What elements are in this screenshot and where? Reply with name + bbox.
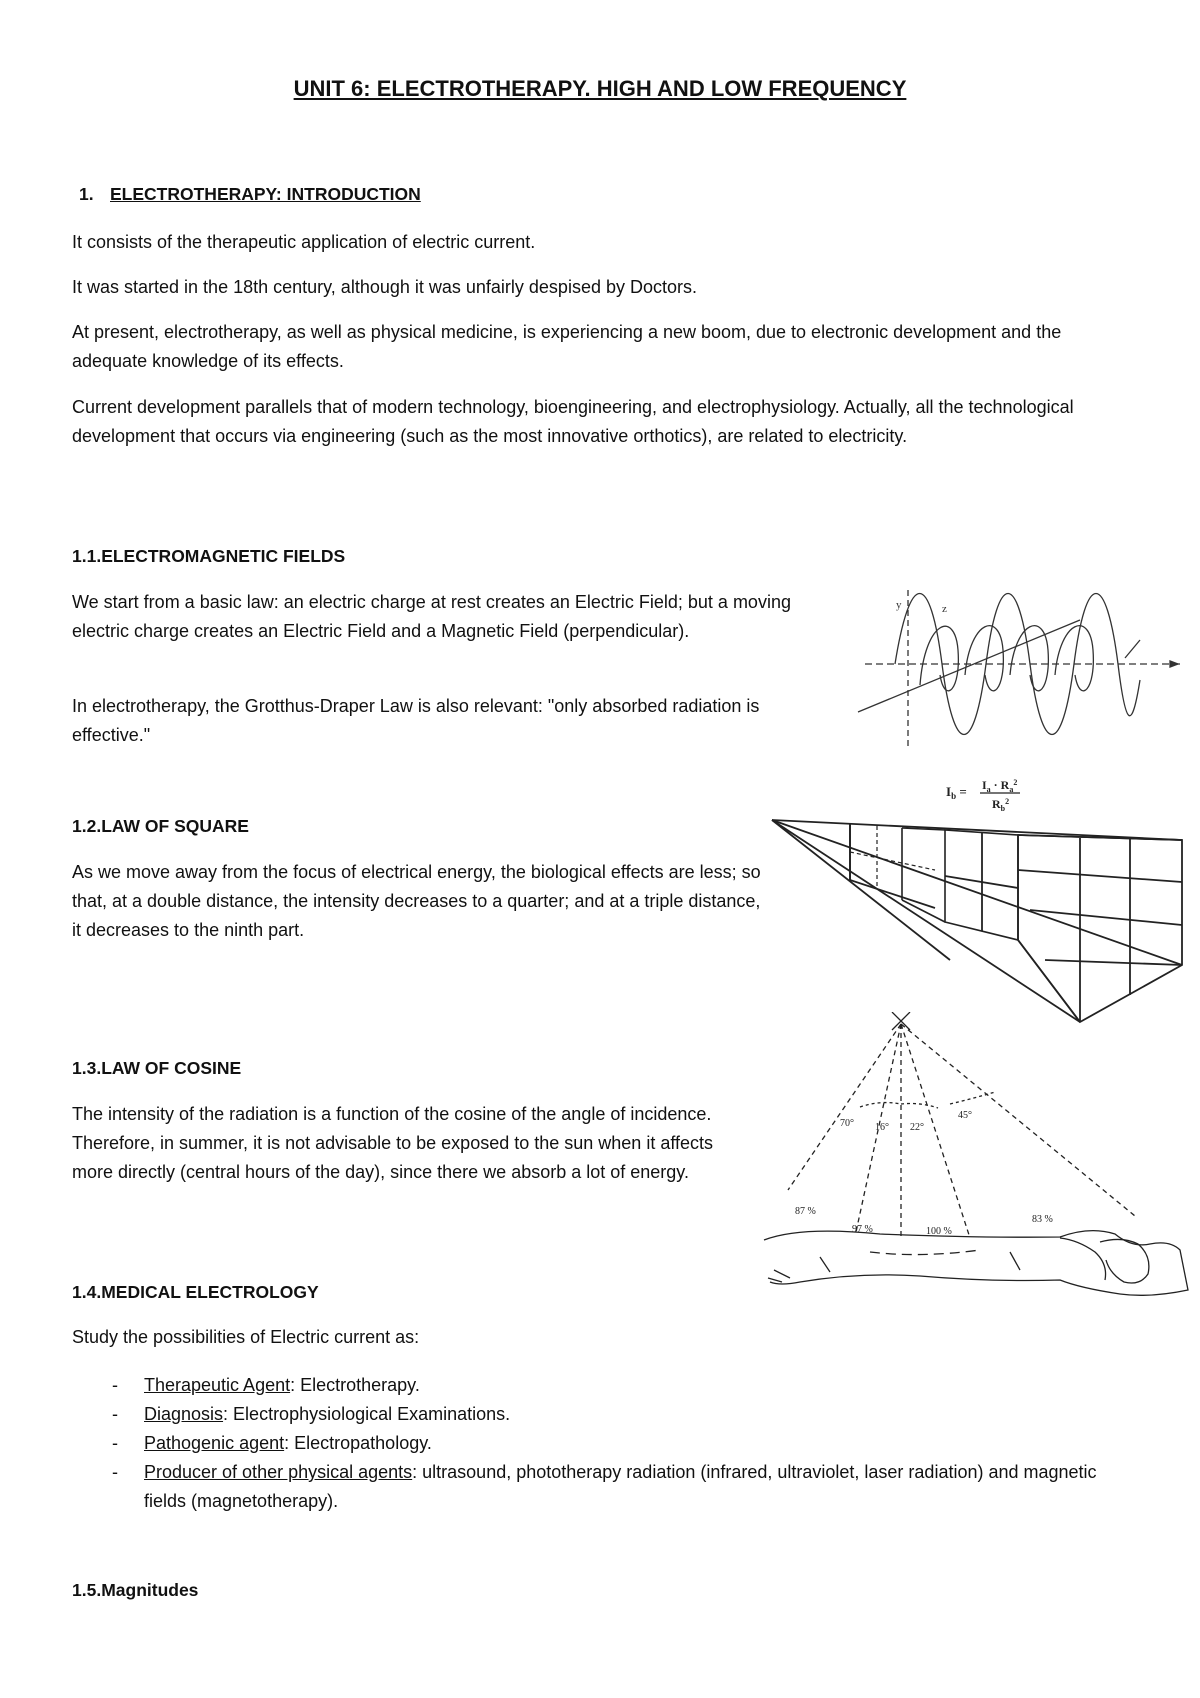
section-1-1-heading: 1.1.ELECTROMAGNETIC FIELDS — [72, 546, 346, 566]
svg-text:y: y — [896, 599, 902, 611]
list-item-term: Pathogenic agent — [144, 1433, 285, 1453]
section-1-3-heading: 1.3.LAW OF COSINE — [72, 1058, 242, 1078]
section-1-1-paragraph-1: We start from a basic law: an electric charge at rest creates an Electric Field; but a moving electric charge creates an Electric Field and a Magnetic Field (perpendicular). — [72, 592, 791, 641]
section-1-paragraph-4: Current development parallels that of modern technology, bioengineering, and electrophysiology. Actually, all the technological development that occurs via engineering (such as the most innovative orthotics), are related to electricity. — [72, 397, 1074, 446]
angle-label: 70° — [840, 1118, 854, 1129]
section-1-1-paragraph-2: In electrotherapy, the Grotthus-Draper Law is also relevant: "only absorbed radiation is effective." — [72, 696, 760, 745]
section-1-4-intro: Study the possibilities of Electric current as: — [72, 1327, 420, 1347]
percent-label: 100 % — [926, 1226, 952, 1237]
formula-numerator: I — [982, 778, 987, 792]
section-1-number: 1. — [79, 184, 94, 204]
percent-label: 83 % — [1032, 1214, 1053, 1225]
list-item-term: Producer of other physical agents — [144, 1462, 413, 1482]
law-of-cosine-figure — [760, 1012, 1190, 1312]
section-1-2-heading: 1.2.LAW OF SQUARE — [72, 816, 249, 836]
angle-label: 45° — [958, 1110, 972, 1121]
section-1-heading: ELECTROTHERAPY: INTRODUCTION — [110, 184, 421, 204]
svg-text:z: z — [942, 603, 947, 615]
svg-text:Rb2: $R_b^2$ — [992, 797, 1010, 813]
formula-lhs: I — [946, 784, 952, 799]
svg-text:Ia · Ra2: $I_a \cdot R_a^2$ — [982, 778, 1018, 794]
law-of-square-figure — [770, 760, 1190, 1030]
formula-denominator: R — [992, 797, 1001, 811]
angle-label: 16° — [875, 1122, 889, 1133]
list-item-description: : Electrophysiological Examinations. — [223, 1404, 511, 1424]
electromagnetic-wave-figure — [850, 580, 1180, 750]
list-item: - Producer of other physical agents: ultrasound, phototherapy radiation (infrared, ultraviolet, laser radiation) and magnetic fields (magnetotherapy). — [112, 1462, 1097, 1511]
document-title: UNIT 6: ELECTROTHERAPY. HIGH AND LOW FREQUENCY — [293, 76, 907, 101]
section-1-paragraph-2: It was started in the 18th century, although it was unfairly despised by Doctors. — [72, 277, 697, 297]
section-1-2-paragraph-1: As we move away from the focus of electrical energy, the biological effects are less; so that, at a double distance, the intensity decreases to a quarter; and at a triple distance, it decreases to the ninth part. — [72, 862, 761, 940]
section-1-4-heading: 1.4.MEDICAL ELECTROLOGY — [72, 1282, 319, 1302]
list-item-term: Diagnosis — [144, 1404, 224, 1424]
list-item-description: : ultrasound, phototherapy radiation (infrared, ultraviolet, laser radiation) and magnetic fields (magnetotherapy). — [144, 1462, 1097, 1511]
list-item-description: : Electropathology. — [284, 1433, 432, 1453]
section-1-3-paragraph-1: The intensity of the radiation is a function of the cosine of the angle of incidence. Therefore, in summer, it is not advisable to be exposed to the sun when it affects more directly (central hours of the day), since there we absorb a lot of energy. — [72, 1104, 714, 1182]
angle-label: 22° — [910, 1122, 924, 1133]
list-item-description: : Electrotherapy. — [290, 1375, 420, 1395]
list-item: - Pathogenic agent: Electropathology. — [112, 1433, 432, 1453]
list-item: - Diagnosis: Electrophysiological Examinations. — [112, 1404, 511, 1424]
svg-text:Ib =: $I_b$ = — [946, 784, 967, 801]
list-item-term: Therapeutic Agent — [144, 1375, 291, 1395]
list-item: - Therapeutic Agent: Electrotherapy. — [112, 1375, 420, 1395]
percent-label: 87 % — [795, 1206, 816, 1217]
percent-label: 97 % — [852, 1224, 873, 1235]
section-1-paragraph-3: At present, electrotherapy, as well as physical medicine, is experiencing a new boom, due to electronic development and the adequate knowledge of its effects. — [72, 322, 1062, 371]
section-1-paragraph-1: It consists of the therapeutic application of electric current. — [72, 232, 536, 252]
section-1-5-heading: 1.5.Magnitudes — [72, 1580, 199, 1600]
medical-electrology-list — [72, 1371, 1142, 1516]
